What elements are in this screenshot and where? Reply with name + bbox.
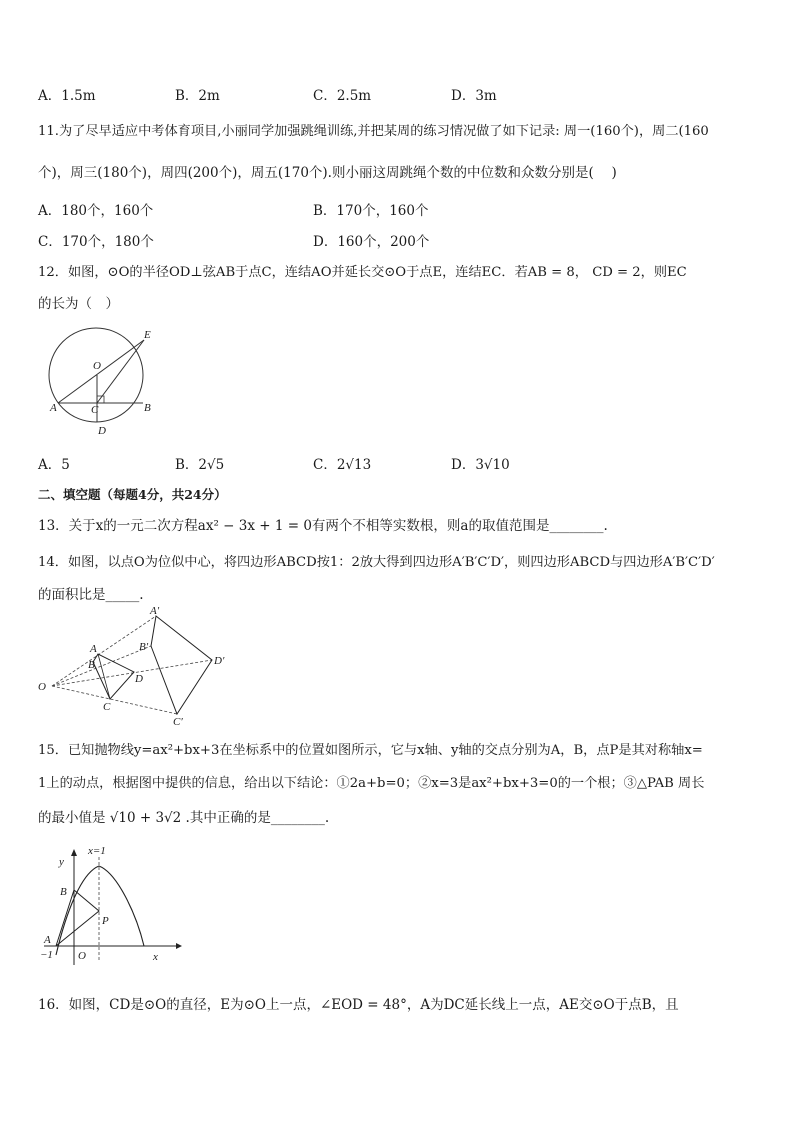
q14-stem-line2: 的面积比是_____.: [38, 587, 144, 603]
section-fill-in-title: 二、填空题（每题4分，共24分）: [38, 487, 227, 502]
q12-circle-figure: [38, 320, 168, 445]
q12-segment-ae: [58, 340, 144, 403]
q12-segment-ec: [97, 340, 144, 403]
q15-parabola: [56, 866, 144, 955]
q14-stem-line1: 14．如图，以点O为位似中心，将四边形ABCD按1：2放大得到四边形A′B′C′D′，则四边形ABCD与四边形A′B′C′D′: [38, 555, 715, 570]
q12-option-a: A．5: [38, 457, 70, 473]
q15-stem-line1: 15．已知抛物线y=ax²+bx+3在坐标系中的位置如图所示，它与x轴、y轴的交点分别为A，B，点P是其对称轴x=: [38, 743, 703, 758]
q10-option-b: B．2m: [175, 88, 220, 104]
q15-triangle-pab: [56, 890, 99, 946]
q12-stem-line1: 12．如图，⊙O的半径OD⊥弦AB于点C，连结AO并延长交⊙O于点E，连结EC．若AB = 8， CD = 2，则EC: [38, 265, 687, 280]
q13-stem: 13．关于x的一元二次方程ax² − 3x + 1 = 0有两个不相等实数根，则a的取值范围是________.: [38, 518, 608, 534]
q12-option-b: B．2√5: [175, 457, 225, 473]
q15-label-axis: x=1: [88, 845, 106, 857]
q14-homothety-figure: [36, 604, 246, 729]
q14-label-o: O: [38, 681, 46, 693]
q14-label-b-prime: B′: [139, 641, 149, 653]
q11-option-c: C．170个，180个: [38, 234, 154, 250]
q14-label-a: A: [90, 643, 97, 655]
q11-stem-line1: 11.为了尽早适应中考体育项目,小丽同学加强跳绳训练,并把某周的练习情况做了如下记录: 周一(160个)，周二(160: [38, 124, 709, 139]
q12-option-d: D．3√10: [451, 457, 510, 473]
q16-stem: 16．如图，CD是⊙O的直径，E为⊙O上一点，∠EOD = 48°，A为DC延长线上一点，AE交⊙O于点B，且: [38, 997, 679, 1013]
q12-label-a: A: [50, 402, 57, 414]
q15-label-neg1: −1: [40, 949, 53, 961]
q14-label-b: B: [88, 659, 95, 671]
q12-label-c: C: [91, 404, 99, 416]
q14-label-d: D: [135, 673, 143, 685]
q14-label-c-prime: C′: [173, 716, 183, 728]
q11-stem-line2: 个)，周三(180个)，周四(200个)，周五(170个).则小丽这周跳绳个数的中位数和众数分别是( ): [38, 165, 617, 181]
q15-label-b: B: [60, 886, 67, 898]
q10-option-c: C．2.5m: [313, 88, 372, 104]
q15-label-y: y: [59, 856, 64, 868]
q12-label-o: O: [93, 360, 101, 372]
q11-option-a: A．180个，160个: [38, 203, 154, 219]
q14-label-c: C: [103, 701, 111, 713]
q11-option-d: D．160个，200个: [313, 234, 430, 250]
q14-ray-od: [52, 660, 212, 686]
q15-stem-line3: 的最小值是 √10 + 3√2 .其中正确的是________.: [38, 810, 330, 826]
q15-stem-line2: 1上的动点，根据图中提供的信息，给出以下结论：①2a+b=0；②x=3是ax²+bx+3=0的一个根；③△PAB 周长: [38, 776, 705, 791]
q15-x-axis-arrow: [176, 943, 182, 949]
q12-option-c: C．2√13: [313, 457, 372, 473]
q12-label-e: E: [144, 329, 151, 341]
q10-option-a: A．1.5m: [38, 88, 96, 104]
q14-label-d-prime: D′: [214, 655, 225, 667]
q15-label-a: A: [44, 934, 51, 946]
q12-stem-line2: 的长为（ ）: [38, 296, 119, 312]
q11-option-b: B．170个，160个: [313, 203, 429, 219]
q14-label-a-prime: A′: [150, 605, 160, 617]
q15-parabola-figure: [36, 843, 186, 968]
q15-label-p: P: [102, 915, 109, 927]
q12-label-b: B: [144, 402, 151, 414]
q10-option-d: D．3m: [451, 88, 497, 104]
q12-label-d: D: [98, 425, 106, 437]
q14-ray-oc: [52, 686, 177, 714]
q15-label-x: x: [153, 951, 158, 963]
q15-y-axis-arrow: [71, 849, 77, 856]
q15-label-o: O: [78, 950, 86, 962]
